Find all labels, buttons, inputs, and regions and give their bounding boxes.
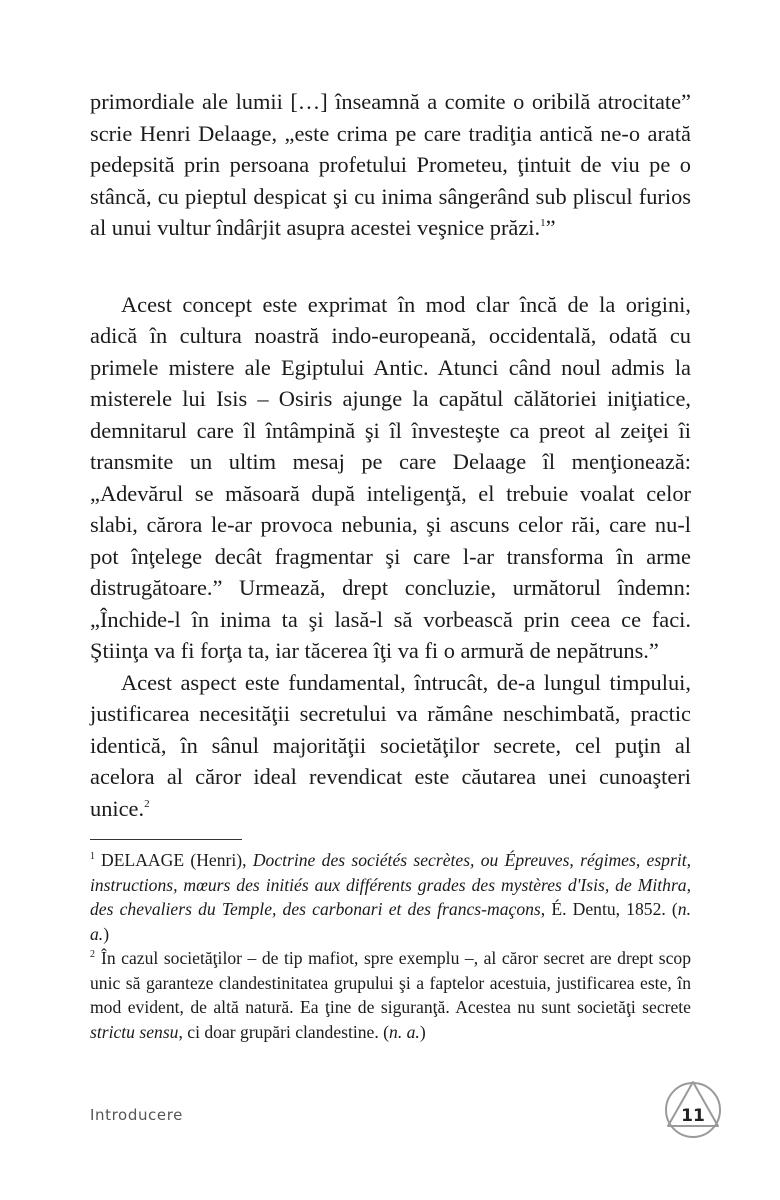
paragraph-continued [90,86,691,244]
paragraph-concept: Acest concept este exprimat în mod clar încă de la origini, adică în cultura noastră indo-europeană, occidentală, odată cu primele mistere ale Egiptului Antic. Atunci când noul admis la misterele lui Isis – Osiris ajunge la capătul călătoriei iniţiatice, demnitarul care îl întâmpină şi îl învesteşte ca preot al zeiţei îi transmite un ultim mesaj pe care Delaage îl menţionează: „Adevărul se măsoară după inteligenţă, el trebuie voalat celor slabi, cărora le-ar provoca nebunia, şi ascuns celor răi, care nu-l pot înţelege decât fragmentar şi care l-ar transforma în arme distrugătoare.” Urmează, drept concluzie, următorul îndemn: „Închide-l în inima ta şi lasă-l să vorbească prin ceea ce faci. Ştiinţa va fi forţa ta, iar tăcerea îţi va fi o armură de nepătruns.” [90,291,691,663]
running-footer-section: Introducere [90,1106,183,1124]
footnote-latin: strictu sensu [90,1021,179,1042]
main-text [90,86,691,824]
paragraph-aspect [90,667,691,825]
footnote-ref-1[interactable]: 1 [540,217,546,229]
paragraph-text: primordiale ale lumii […] înseamnă a comite o oribilă atrocitate” scrie Henri Delaage, „este crima pe care tradiţia antică ne-o arată pedepsită prin persoana profetului Prometeu, ţintuit de viu pe o stâncă, cu pieptul despicat şi cu inima sângerând sub pliscul furios al unui vultur îndârjit asupra acestei veşnice prăzi. [90,89,691,240]
footnote-tag: n. a. [90,899,691,944]
page-number: 11 [681,1106,705,1126]
closing-quote: ” [545,215,556,240]
footnotes [90,848,691,1044]
footnote-close: ) [103,923,110,944]
footnote-2 [90,946,691,1044]
footnote-tag: n. a. [389,1021,420,1042]
footnote-separator [90,839,242,840]
footnote-1 [90,848,691,946]
footnote-text: , ci doar grupări clandestine. ( [178,1021,390,1042]
footnote-marker: 2 [90,949,95,960]
paragraph-spacer [90,244,691,289]
paragraph-text: Acest aspect este fundamental, întrucât, de-a lungul timpului, justificarea necesităţii secretului va rămâne neschimbată, practic identică, în sânul majorităţii societăţilor secrete, cel puţin al acelora al căror ideal revendicat este căutarea unei cunoaşteri unice. [90,669,691,821]
footnote-ref-2[interactable]: 2 [144,797,150,810]
footnote-book-title: Doctrine des sociétés secrètes, ou Épreuves, régimes, esprit, instructions, mœurs des initiés aux différents grades des mystères d'Isis, de Mithra, des chevaliers du Temple, des carbonari et des francs-maçons [90,850,691,919]
footnote-marker: 1 [90,851,95,862]
footnote-publisher: , É. Dentu, 1852. ( [540,899,678,919]
footnote-author: DELAAGE (Henri), [101,850,253,870]
footnote-close: ) [419,1021,426,1042]
footnote-text: În cazul societăţilor – de tip mafiot, spre exemplu –, al căror secret are drept scop unic să garanteze clandestinitatea grupului şi a faptelor acestuia, justificarea este, în mod evident, de altă natură. Ea ţine de siguranţă. Acestea nu sunt societăţi secrete [90,948,691,1017]
page-body [90,86,691,1044]
